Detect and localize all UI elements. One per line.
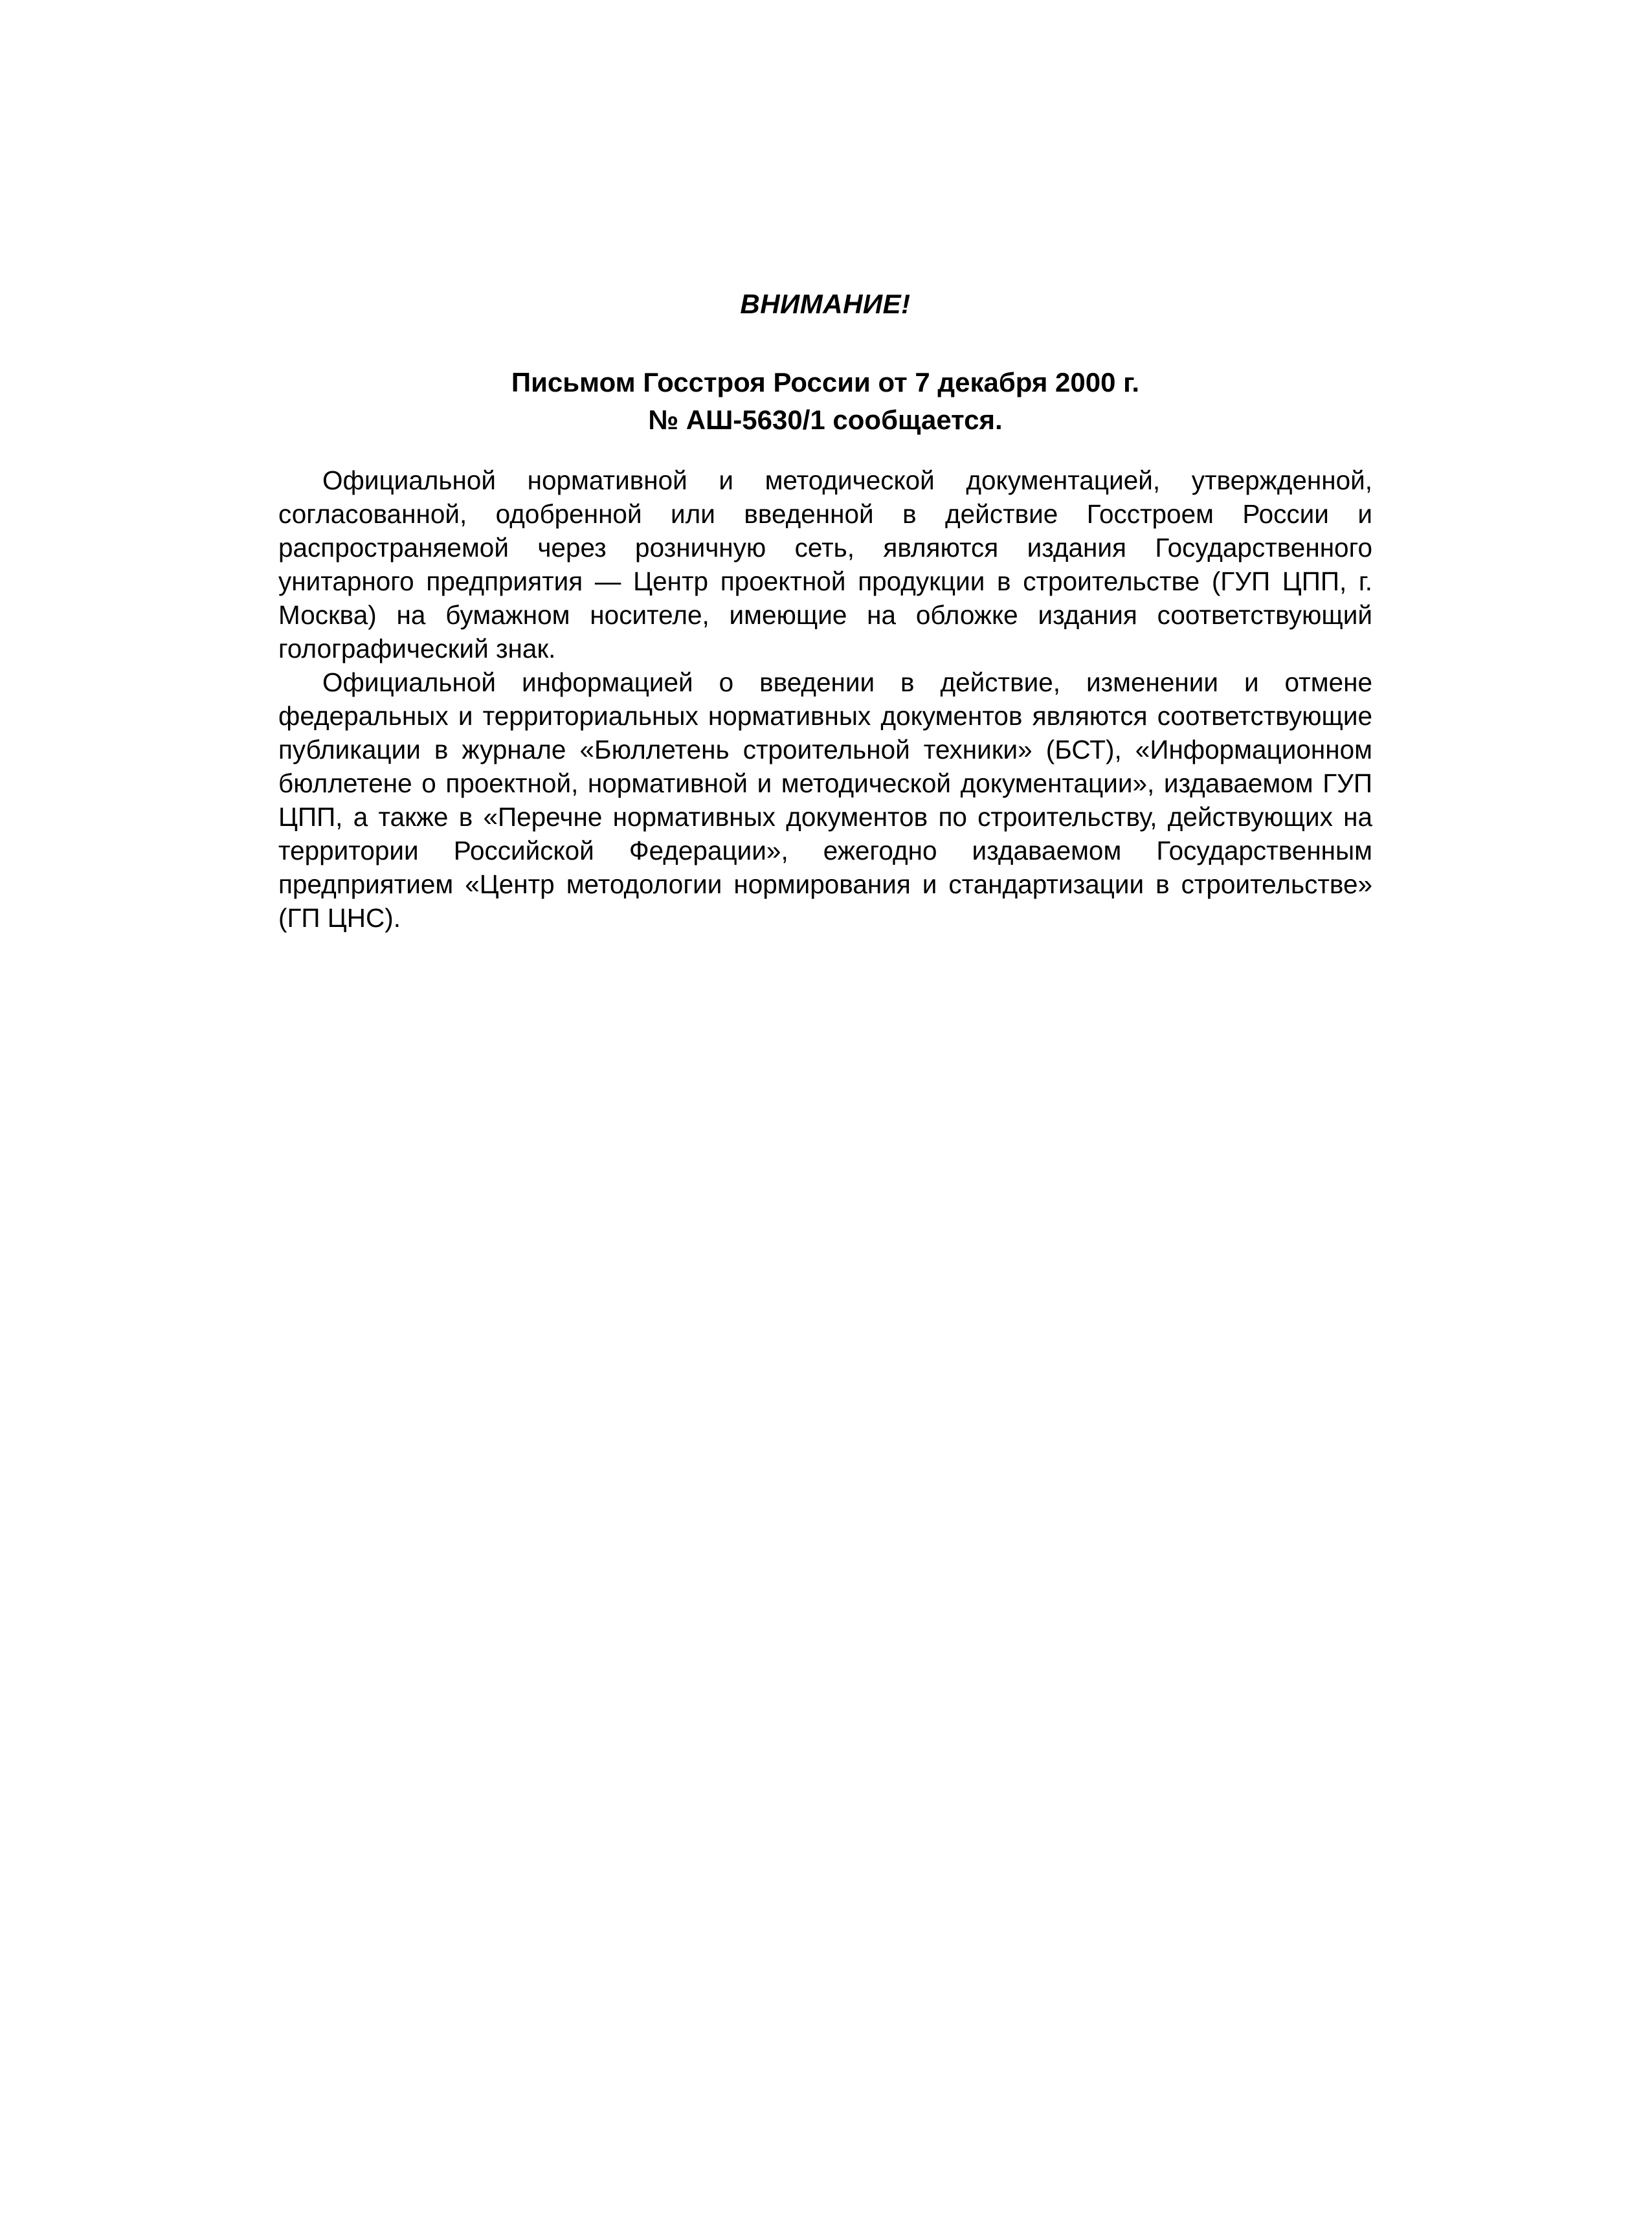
letter-reference-heading (278, 364, 1372, 439)
attention-heading: ВНИМАНИЕ! (740, 289, 911, 319)
paragraph-official-information: Официальной информацией о введении в действие, изменении и отмене федеральных и территориальных нормативных документов являются соответствующие публикации в журнале «Бюллетень строительной техники» (БСТ), «Информационном бюллетене о проектной, нормативной и методической документации», издаваемом ГУП ЦПП, а также в «Перечне нормативных документов по строительству, действующих на территории Российской Федерации», ежегодно издаваемом Государственным предприятием «Центр методологии нормирования и стандартизации в строительстве» (ГП ЦНС). (278, 667, 1372, 933)
letter-reference-line-1: Письмом Госстроя России от 7 декабря 2000 г. (511, 367, 1140, 397)
body-text (278, 463, 1372, 935)
document-page (278, 285, 1372, 935)
paragraph-official-documentation: Официальной нормативной и методической документацией, утвержденной, согласованной, одобренной или введенной в действие Госстроем России и распространяемой через розничную сеть, являются издания Государственного унитарного предприятия — Центр проектной продукции в строительстве (ГУП ЦПП, г. Москва) на бумажном носителе, имеющие на обложке издания соответствующий голографический знак. (278, 465, 1372, 663)
letter-reference-line-2: № АШ-5630/1 сообщается. (648, 405, 1003, 435)
